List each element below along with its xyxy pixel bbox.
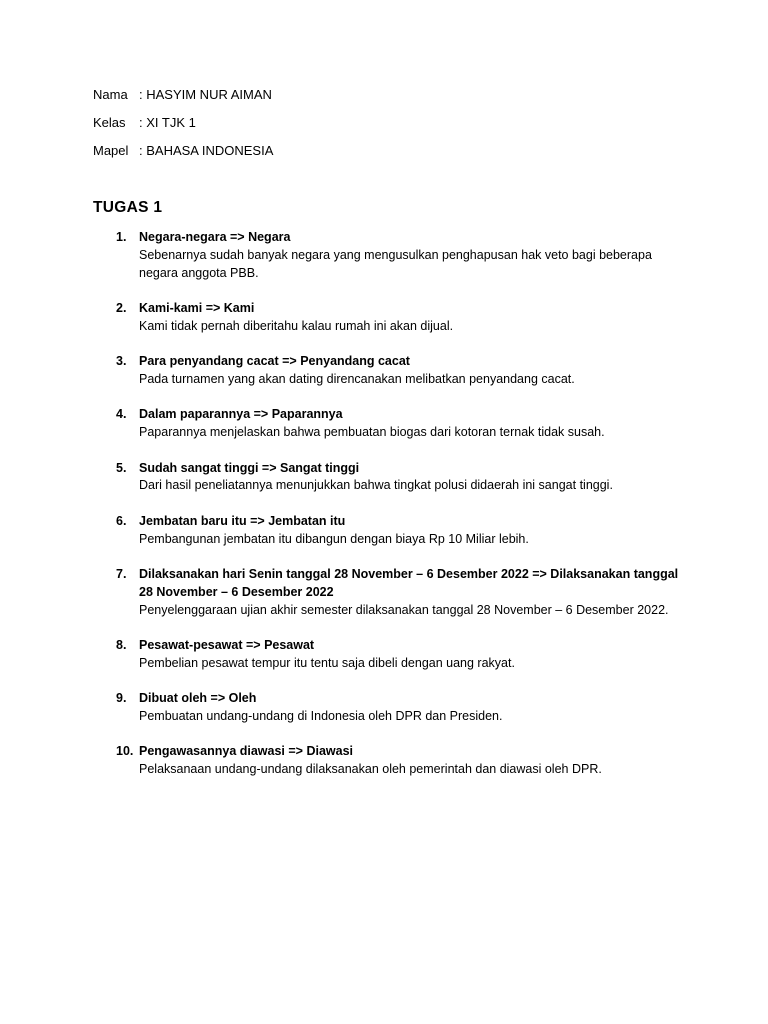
task-sentence: Kami tidak pernah diberitahu kalau rumah ini akan dijual. [139,318,454,333]
task-sentence: Penyelenggaraan ujian akhir semester dilaksanakan tanggal 28 November – 6 Desember 2022. [139,602,669,617]
task-sentence: Pembuatan undang-undang di Indonesia oleh DPR dan Presiden. [139,708,503,723]
task-number: 2. [116,300,127,315]
task-sentence: Pada turnamen yang akan dating direncanakan melibatkan penyandang cacat. [139,371,575,386]
task-heading: Sudah sangat tinggi => Sangat tinggi [139,460,360,475]
task-sentence: Dari hasil peneliatannya menunjukkan bahwa tingkat polusi didaerah ini sangat tinggi. [139,478,613,493]
task-item [116,566,686,619]
task-sentence: Pembangunan jembatan itu dibangun dengan biaya Rp 10 Miliar lebih. [139,531,529,546]
task-number: 1. [116,230,127,244]
task-item [116,460,686,496]
task-heading: Dalam paparannya => Paparannya [139,407,343,422]
task-heading: Para penyandang cacat => Penyandang cacat [139,354,410,369]
task-item [116,743,686,779]
info-row-class [93,114,273,142]
task-number: 4. [116,407,127,422]
task-item [116,513,686,549]
task-number: 8. [116,637,127,652]
task-sentence: Sebenarnya sudah banyak negara yang mengusulkan penghapusan hak veto bagi beberapa negara anggota PBB. [139,247,652,280]
task-heading: Jembatan baru itu => Jembatan itu [139,513,346,528]
info-value: : HASYIM NUR AIMAN [139,87,272,102]
task-item [116,690,686,726]
info-row-name [93,86,273,114]
student-info [93,86,273,170]
task-number: 5. [116,460,127,475]
info-value: : BAHASA INDONESIA [139,143,274,158]
task-number: 7. [116,566,127,581]
task-heading: Pengawasannya diawasi => Diawasi [139,744,353,759]
task-item [116,637,686,673]
task-number: 3. [116,354,127,369]
task-number: 9. [116,691,127,706]
task-heading: Kami-kami => Kami [139,300,255,315]
task-item [116,353,686,389]
info-label: Kelas [93,115,126,130]
task-sentence: Paparannya menjelaskan bahwa pembuatan biogas dari kotoran ternak tidak susah. [139,425,605,440]
task-item [116,229,686,282]
task-item [116,300,686,336]
task-sentence: Pelaksanaan undang-undang dilaksanakan oleh pemerintah dan diawasi oleh DPR. [139,762,602,777]
task-heading: Negara-negara => Negara [139,230,291,244]
task-list [116,229,686,796]
task-heading: Pesawat-pesawat => Pesawat [139,637,315,652]
info-value: : XI TJK 1 [139,115,196,130]
task-item [116,406,686,442]
task-heading: Dilaksanakan hari Senin tanggal 28 November – 6 Desember 2022 => Dilaksanakan tanggal 28 November – 6 Desember 2022 [139,566,679,599]
section-title: TUGAS 1 [93,199,163,216]
task-heading: Dibuat oleh => Oleh [139,691,257,706]
task-number: 6. [116,513,127,528]
info-label: Mapel [93,143,129,158]
task-sentence: Pembelian pesawat tempur itu tentu saja dibeli dengan uang rakyat. [139,655,515,670]
info-row-subject [93,142,273,170]
info-label: Nama [93,87,128,102]
task-number: 10. [116,744,134,759]
